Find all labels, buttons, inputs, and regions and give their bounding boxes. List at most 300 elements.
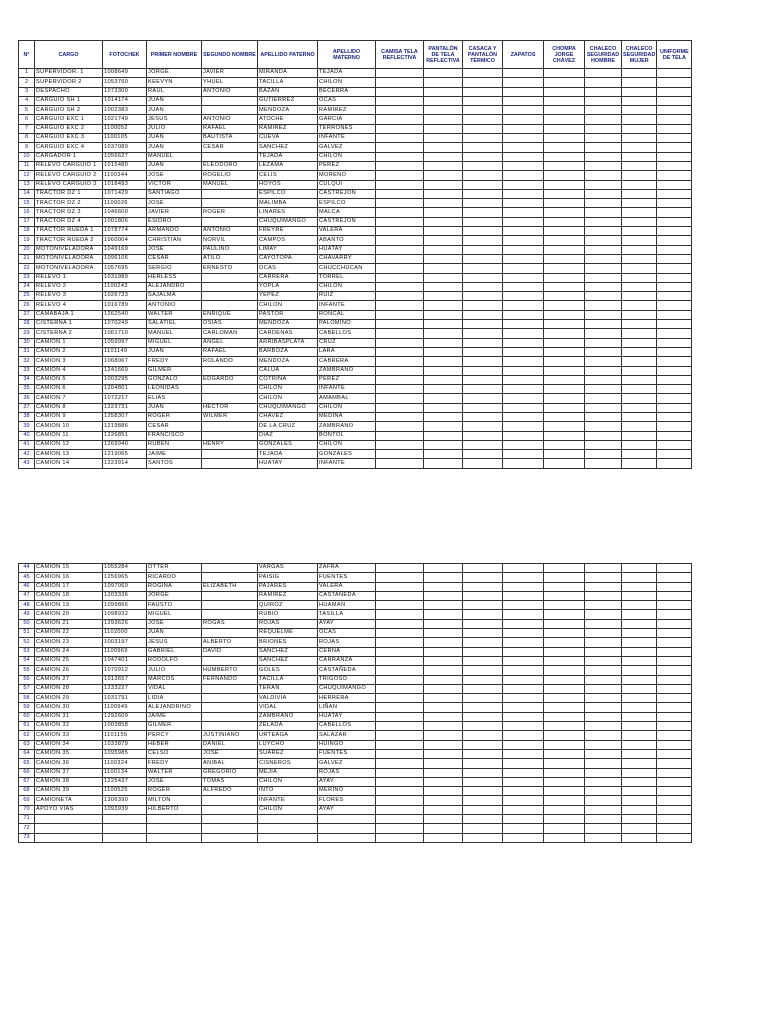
table-cell bbox=[657, 768, 692, 777]
table-cell bbox=[376, 357, 424, 366]
table-cell bbox=[622, 684, 657, 693]
table-cell: CAMION 21 bbox=[35, 619, 103, 628]
table-cell: 9 bbox=[19, 143, 35, 152]
table-cell bbox=[202, 712, 258, 721]
table-cell bbox=[424, 385, 463, 394]
table-cell bbox=[424, 422, 463, 431]
table-cell bbox=[657, 777, 692, 786]
table-row bbox=[19, 385, 692, 394]
table-cell bbox=[622, 375, 657, 384]
table-cell: CAMION 35 bbox=[35, 749, 103, 758]
table-cell: VALERA bbox=[318, 227, 376, 236]
table-cell: 1003858 bbox=[103, 722, 147, 731]
table-cell: MANUEL bbox=[147, 152, 202, 161]
table-cell: 32 bbox=[19, 357, 35, 366]
table-cell: REQUELME bbox=[258, 629, 318, 638]
table-cell bbox=[463, 134, 503, 143]
table-cell bbox=[585, 656, 622, 665]
table-cell bbox=[376, 431, 424, 440]
table-cell: DIAZ bbox=[258, 431, 318, 440]
table-cell: 22 bbox=[19, 264, 35, 273]
table-cell: 8 bbox=[19, 134, 35, 143]
table-cell bbox=[585, 310, 622, 319]
table-cell bbox=[544, 815, 585, 824]
table-cell bbox=[202, 292, 258, 301]
table-cell bbox=[544, 310, 585, 319]
table-cell bbox=[503, 152, 544, 161]
table-cell: 1223731 bbox=[103, 403, 147, 412]
table-cell: 1071429 bbox=[103, 189, 147, 198]
table-cell: CAMION 32 bbox=[35, 722, 103, 731]
table-row bbox=[19, 106, 692, 115]
table-cell bbox=[424, 573, 463, 582]
table-cell: INTO bbox=[258, 787, 318, 796]
table-cell bbox=[657, 189, 692, 198]
table-cell bbox=[202, 152, 258, 161]
table-cell: 70 bbox=[19, 805, 35, 814]
table-cell: LEONIDAS bbox=[147, 385, 202, 394]
table-cell bbox=[376, 815, 424, 824]
table-row bbox=[19, 69, 692, 78]
table-cell bbox=[376, 199, 424, 208]
table-cell: 34 bbox=[19, 375, 35, 384]
table-cell: LUYCHO bbox=[258, 740, 318, 749]
table-cell bbox=[585, 712, 622, 721]
table-cell bbox=[202, 722, 258, 731]
table-cell: HENRY bbox=[202, 440, 258, 449]
table-cell: CAMION 13 bbox=[35, 450, 103, 459]
table-cell: TEJADA bbox=[258, 450, 318, 459]
table-cell bbox=[544, 564, 585, 573]
table-cell: RELEVO 3 bbox=[35, 292, 103, 301]
table-cell bbox=[585, 582, 622, 591]
table-cell: JESUS bbox=[147, 115, 202, 124]
table-cell: ANTONIO bbox=[202, 227, 258, 236]
table-cell bbox=[424, 431, 463, 440]
table-cell: ANTONIO bbox=[147, 301, 202, 310]
table-cell bbox=[657, 394, 692, 403]
table-cell bbox=[424, 564, 463, 573]
table-cell bbox=[622, 124, 657, 133]
table-cell bbox=[376, 87, 424, 96]
table-cell bbox=[376, 805, 424, 814]
table-cell bbox=[657, 656, 692, 665]
table-cell bbox=[376, 722, 424, 731]
table-cell: JOSE bbox=[147, 171, 202, 180]
table-cell bbox=[544, 656, 585, 665]
table-cell bbox=[463, 320, 503, 329]
table-cell bbox=[463, 171, 503, 180]
table-cell: ABANTO bbox=[318, 236, 376, 245]
table-cell: DAVID bbox=[202, 647, 258, 656]
table-cell bbox=[376, 619, 424, 628]
table-cell: PASTOR bbox=[258, 310, 318, 319]
table-cell bbox=[463, 684, 503, 693]
table-cell bbox=[585, 749, 622, 758]
table-cell: JULIO bbox=[147, 666, 202, 675]
table-cell bbox=[503, 647, 544, 656]
table-cell: 1098932 bbox=[103, 610, 147, 619]
table-cell bbox=[463, 152, 503, 161]
table-cell bbox=[657, 124, 692, 133]
table-cell bbox=[424, 208, 463, 217]
table-cell bbox=[622, 403, 657, 412]
table-cell: CAMION 7 bbox=[35, 394, 103, 403]
table-cell bbox=[376, 78, 424, 87]
table-cell bbox=[544, 78, 585, 87]
table-cell bbox=[544, 338, 585, 347]
table-cell: RELEVO CARGUIO 2 bbox=[35, 171, 103, 180]
table-cell bbox=[463, 143, 503, 152]
table-cell: ROGINA bbox=[147, 582, 202, 591]
table-cell bbox=[544, 217, 585, 226]
table-cell bbox=[376, 459, 424, 468]
table-cell: WALTER bbox=[147, 768, 202, 777]
table-cell bbox=[463, 282, 503, 291]
table-cell: MERINO bbox=[318, 787, 376, 796]
table-cell: VALDIVIA bbox=[258, 694, 318, 703]
table-cell bbox=[585, 143, 622, 152]
table-cell bbox=[585, 152, 622, 161]
table-cell bbox=[463, 273, 503, 282]
table-row bbox=[19, 731, 692, 740]
table-cell bbox=[202, 385, 258, 394]
table-cell: DESPACHO bbox=[35, 87, 103, 96]
table-cell: VALERA bbox=[318, 582, 376, 591]
table-row bbox=[19, 78, 692, 87]
table-cell bbox=[424, 171, 463, 180]
table-row bbox=[19, 227, 692, 236]
table-cell bbox=[503, 768, 544, 777]
table-row bbox=[19, 394, 692, 403]
table-cell: BAZAN bbox=[258, 87, 318, 96]
table-row bbox=[19, 459, 692, 468]
table-cell bbox=[585, 833, 622, 842]
table-cell bbox=[503, 684, 544, 693]
table-cell: CAMIONETA bbox=[35, 796, 103, 805]
table-cell bbox=[424, 412, 463, 421]
table-cell bbox=[657, 329, 692, 338]
table-cell bbox=[202, 273, 258, 282]
table-cell: 65 bbox=[19, 759, 35, 768]
table-row bbox=[19, 564, 692, 573]
table-cell: SANCHEZ bbox=[258, 647, 318, 656]
table-cell: 15 bbox=[19, 199, 35, 208]
table-cell bbox=[544, 236, 585, 245]
table-cell bbox=[503, 264, 544, 273]
table-cell bbox=[503, 273, 544, 282]
table-cell: JUAN bbox=[147, 96, 202, 105]
table-cell: CAMION 16 bbox=[35, 573, 103, 582]
table-cell bbox=[657, 134, 692, 143]
table-cell bbox=[622, 722, 657, 731]
table-cell bbox=[544, 245, 585, 254]
table-cell: ANTONIO bbox=[202, 87, 258, 96]
table-cell: 1100344 bbox=[103, 171, 147, 180]
table-cell: FAUSTO bbox=[147, 601, 202, 610]
table-cell: 1292609 bbox=[103, 712, 147, 721]
table-cell bbox=[376, 282, 424, 291]
table-cell bbox=[503, 338, 544, 347]
table-cell bbox=[585, 777, 622, 786]
table-cell bbox=[585, 610, 622, 619]
table-cell: CERNA bbox=[318, 647, 376, 656]
table-cell bbox=[463, 264, 503, 273]
table-cell bbox=[424, 69, 463, 78]
table-cell bbox=[622, 96, 657, 105]
table-cell bbox=[463, 777, 503, 786]
table-cell bbox=[622, 703, 657, 712]
table-cell: 1018493 bbox=[103, 180, 147, 189]
table-cell bbox=[544, 431, 585, 440]
table-cell bbox=[544, 787, 585, 796]
table-cell bbox=[463, 591, 503, 600]
table-cell bbox=[202, 394, 258, 403]
table-cell: CHILON bbox=[258, 301, 318, 310]
table-cell bbox=[622, 227, 657, 236]
table-row bbox=[19, 694, 692, 703]
table-row bbox=[19, 347, 692, 356]
table-cell: 1031989 bbox=[103, 273, 147, 282]
table-cell bbox=[622, 245, 657, 254]
table-cell: CAMION 30 bbox=[35, 703, 103, 712]
table-cell: SALATIEL bbox=[147, 320, 202, 329]
table-cell: 37 bbox=[19, 403, 35, 412]
table-cell bbox=[463, 366, 503, 375]
table-cell: SANCHEZ bbox=[258, 143, 318, 152]
table-cell: 1258307 bbox=[103, 412, 147, 421]
table-row bbox=[19, 749, 692, 758]
table-cell: MIGUEL bbox=[147, 610, 202, 619]
table-cell bbox=[657, 106, 692, 115]
table-cell bbox=[424, 768, 463, 777]
table-cell bbox=[657, 815, 692, 824]
table-cell: RELEVO 1 bbox=[35, 273, 103, 282]
table-cell bbox=[622, 422, 657, 431]
table-row bbox=[19, 722, 692, 731]
table-cell: 26 bbox=[19, 301, 35, 310]
table-cell bbox=[424, 320, 463, 329]
table-cell: 1204801 bbox=[103, 385, 147, 394]
table-cell: JAIME bbox=[147, 450, 202, 459]
table-cell: 1097069 bbox=[103, 582, 147, 591]
table-cell bbox=[503, 357, 544, 366]
table-cell bbox=[376, 171, 424, 180]
table-cell bbox=[622, 208, 657, 217]
table-cell: 1203336 bbox=[103, 591, 147, 600]
table-cell bbox=[424, 459, 463, 468]
table-cell bbox=[657, 347, 692, 356]
table-cell: RELEVO CARGUIO 1 bbox=[35, 161, 103, 170]
table-cell bbox=[657, 749, 692, 758]
table-cell bbox=[544, 385, 585, 394]
table-cell bbox=[202, 199, 258, 208]
table-cell bbox=[424, 440, 463, 449]
table-cell bbox=[544, 357, 585, 366]
table-cell: RUBIO bbox=[258, 610, 318, 619]
table-cell: JAVIER bbox=[202, 69, 258, 78]
table-cell: CHILON bbox=[318, 152, 376, 161]
table-cell bbox=[622, 87, 657, 96]
table-cell: GALVEZ bbox=[318, 143, 376, 152]
table-cell bbox=[544, 591, 585, 600]
table-cell: CHILON bbox=[318, 403, 376, 412]
table-cell bbox=[585, 815, 622, 824]
table-cell: CAMION 18 bbox=[35, 591, 103, 600]
table-cell: HUATAY bbox=[258, 459, 318, 468]
table-cell: ENRIQUE bbox=[202, 310, 258, 319]
table-cell: CAMION 8 bbox=[35, 403, 103, 412]
table-cell bbox=[463, 189, 503, 198]
table-cell: ALEJANDRINO bbox=[147, 703, 202, 712]
column-header: CHALECO SEGURIDAD MUJER bbox=[622, 41, 657, 69]
table-cell: INFANTE bbox=[258, 796, 318, 805]
table-cell bbox=[258, 833, 318, 842]
table-cell bbox=[657, 412, 692, 421]
table-cell: ERNESTO bbox=[202, 264, 258, 273]
table-row bbox=[19, 96, 692, 105]
table-cell bbox=[585, 87, 622, 96]
table-cell bbox=[585, 638, 622, 647]
table-row bbox=[19, 629, 692, 638]
table-cell: CASTAÑEDA bbox=[318, 666, 376, 675]
table-cell bbox=[424, 805, 463, 814]
table-cell: CAMION 17 bbox=[35, 582, 103, 591]
table-cell: OCAS bbox=[318, 96, 376, 105]
table-cell bbox=[503, 180, 544, 189]
table-cell: JOSE bbox=[147, 619, 202, 628]
table-cell bbox=[376, 69, 424, 78]
table-cell bbox=[202, 217, 258, 226]
table-row bbox=[19, 87, 692, 96]
table-cell bbox=[376, 375, 424, 384]
table-cell: ATOCHE bbox=[258, 115, 318, 124]
table-row bbox=[19, 375, 692, 384]
table-cell: 66 bbox=[19, 768, 35, 777]
table-cell bbox=[657, 310, 692, 319]
table-cell bbox=[376, 143, 424, 152]
table-cell: 1241669 bbox=[103, 366, 147, 375]
table-cell: 30 bbox=[19, 338, 35, 347]
table-cell bbox=[376, 582, 424, 591]
table-cell: CAMION 27 bbox=[35, 675, 103, 684]
table-cell: HUINGO bbox=[318, 740, 376, 749]
table-cell bbox=[202, 564, 258, 573]
table-cell: GONZALES bbox=[318, 450, 376, 459]
table-cell bbox=[424, 329, 463, 338]
table-cell bbox=[622, 777, 657, 786]
table-cell bbox=[463, 385, 503, 394]
table-cell bbox=[376, 684, 424, 693]
table-cell: 11 bbox=[19, 161, 35, 170]
table-cell: TEJADA bbox=[258, 152, 318, 161]
table-cell bbox=[463, 824, 503, 833]
table-cell bbox=[585, 703, 622, 712]
table-cell bbox=[424, 78, 463, 87]
table-row bbox=[19, 796, 692, 805]
table-cell: CARGUIO SH 2 bbox=[35, 106, 103, 115]
table-row bbox=[19, 403, 692, 412]
table-cell bbox=[657, 824, 692, 833]
table-cell bbox=[622, 666, 657, 675]
table-cell: 2 bbox=[19, 78, 35, 87]
table-cell: PALOMINO bbox=[318, 320, 376, 329]
table-cell bbox=[376, 796, 424, 805]
table-cell: ESPILCO bbox=[258, 189, 318, 198]
table-cell bbox=[585, 422, 622, 431]
table-cell bbox=[544, 375, 585, 384]
table-cell: LARA bbox=[318, 347, 376, 356]
table-cell bbox=[585, 227, 622, 236]
table-cell bbox=[202, 106, 258, 115]
table-cell: CHILON bbox=[318, 78, 376, 87]
table-row bbox=[19, 591, 692, 600]
table-cell bbox=[376, 385, 424, 394]
table-cell bbox=[544, 712, 585, 721]
table-cell bbox=[657, 619, 692, 628]
table-cell: 1014174 bbox=[103, 96, 147, 105]
table-cell: 1031791 bbox=[103, 694, 147, 703]
table-cell bbox=[622, 180, 657, 189]
table-cell: 6 bbox=[19, 115, 35, 124]
table-row bbox=[19, 171, 692, 180]
table-cell bbox=[463, 236, 503, 245]
table-cell bbox=[585, 573, 622, 582]
table-row bbox=[19, 199, 692, 208]
table-cell bbox=[585, 619, 622, 628]
table-cell: ZAMBRANO bbox=[318, 422, 376, 431]
table-cell: FRANCISCO bbox=[147, 431, 202, 440]
table-cell bbox=[503, 320, 544, 329]
table-cell bbox=[622, 805, 657, 814]
table-cell bbox=[544, 292, 585, 301]
table-cell bbox=[463, 647, 503, 656]
table-cell: OTTER bbox=[147, 564, 202, 573]
column-header: APELLIDO PATERNO bbox=[258, 41, 318, 69]
table-cell: FUENTES bbox=[318, 749, 376, 758]
table-cell: 20 bbox=[19, 245, 35, 254]
table-cell bbox=[424, 375, 463, 384]
table-cell: CARDENAS bbox=[258, 329, 318, 338]
table-cell bbox=[503, 394, 544, 403]
table-cell bbox=[424, 610, 463, 619]
table-cell bbox=[544, 96, 585, 105]
table-cell bbox=[503, 124, 544, 133]
table-cell bbox=[503, 629, 544, 638]
table-cell: RELEVO 2 bbox=[35, 282, 103, 291]
table-cell: 36 bbox=[19, 394, 35, 403]
table-cell: HUAMAN bbox=[318, 601, 376, 610]
table-row bbox=[19, 666, 692, 675]
table-cell bbox=[202, 833, 258, 842]
table-cell bbox=[657, 180, 692, 189]
table-cell bbox=[503, 412, 544, 421]
table-cell bbox=[622, 217, 657, 226]
table-cell: NORVIL bbox=[202, 236, 258, 245]
table-cell bbox=[424, 647, 463, 656]
table-cell: RODOLFO bbox=[147, 656, 202, 665]
table-cell bbox=[503, 815, 544, 824]
table-row bbox=[19, 282, 692, 291]
table-row bbox=[19, 703, 692, 712]
table-cell: CAMION 6 bbox=[35, 385, 103, 394]
table-cell: 71 bbox=[19, 815, 35, 824]
table-cell bbox=[622, 161, 657, 170]
table-cell bbox=[376, 591, 424, 600]
table-row bbox=[19, 236, 692, 245]
table-cell bbox=[657, 69, 692, 78]
table-cell bbox=[463, 422, 503, 431]
